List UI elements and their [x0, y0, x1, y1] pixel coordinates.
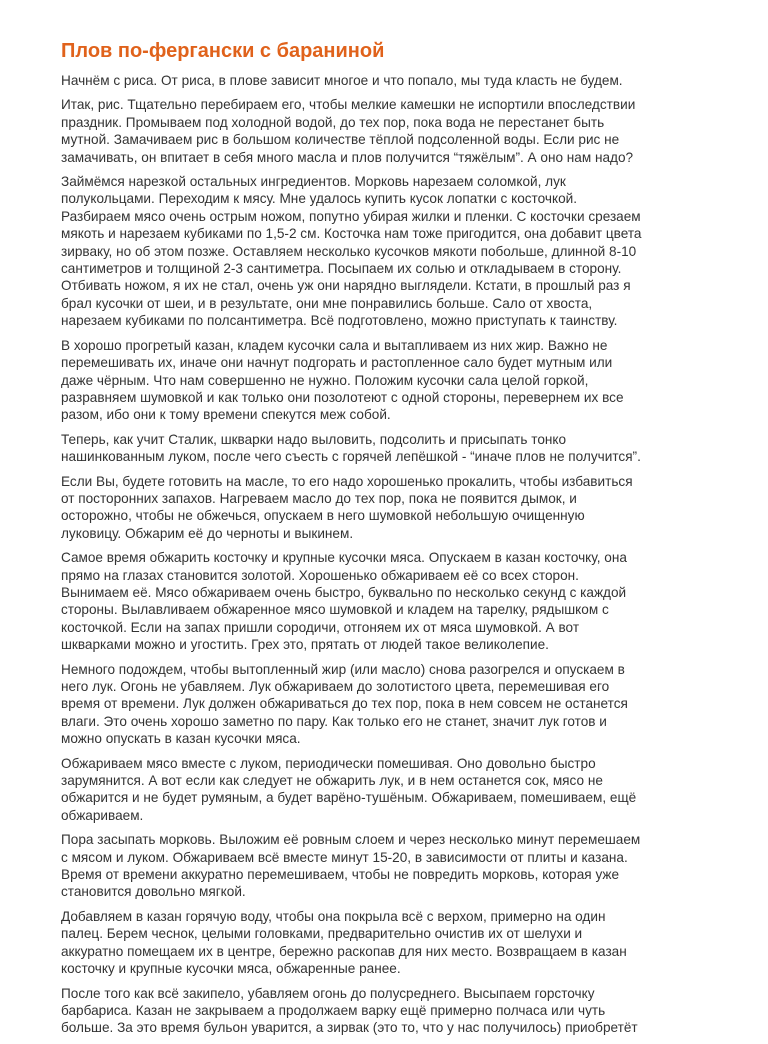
- paragraph-line: мутной. Замачиваем рис в большом количестве тёплой подсоленной воды. Если рис не: [61, 132, 620, 148]
- paragraph-line: косточкой. Если на запах пришли сородичи, отгоняем их от мяса шумовкой. А вот: [61, 619, 580, 635]
- paragraph-line: нашинкованным луком, после чего съесть с горячей лепёшкой - “иначе плов не получится”.: [61, 449, 641, 465]
- paragraph-line: становится довольно мягкой.: [61, 884, 246, 900]
- paragraph-line: время от времени. Лук должен обжариваться до тех пор, пока в нем совсем не останется: [61, 696, 628, 712]
- paragraph-line: Начнём с риса. От риса, в плове зависит многое и что попало, мы туда класть не будем.: [61, 73, 623, 88]
- paragraph: [61, 431, 671, 466]
- paragraph-line: Время от времени аккуратно перемешиваем, чтобы не повредить морковь, которая уже: [61, 867, 620, 883]
- paragraph-line: Вынимаем её. Мясо обжариваем очень быстро, буквально по несколько секунд с каждой: [61, 584, 627, 600]
- paragraph-line: В хорошо прогретый казан, кладем кусочки сала и вытапливаем из них жир. Важно не: [61, 337, 608, 353]
- paragraph-line: с мясом и луком. Обжариваем всё вместе минут 15-20, в зависимости от плиты и казана.: [61, 849, 628, 865]
- paragraph-line: шкварками можно и угостить. Грех это, прятать от людей такое великолепие.: [61, 637, 549, 653]
- paragraph: [61, 661, 671, 748]
- paragraph-line: прямо на глазах становится золотой. Хорошенько обжариваем её со всех сторон.: [61, 567, 579, 583]
- paragraph-line: разом, ибо они к тому времени спекутся меж собой.: [61, 407, 391, 423]
- paragraph-line: мякоть и нарезаем кубиками по 1,5-2 см. Косточка нам тоже пригодится, она добавит цвета: [61, 226, 642, 242]
- paragraph-line: осторожно, чтобы не обжечься, опускаем в него шумовкой небольшую очищенную: [61, 508, 585, 524]
- paragraph-line: можно опускать в казан кусочки мяса.: [61, 731, 301, 747]
- paragraph-line: обжариваем.: [61, 807, 144, 823]
- paragraph-line: Итак, рис. Тщательно перебираем его, чтобы мелкие камешки не испортили впоследствии: [61, 97, 636, 113]
- paragraph-line: больше. За это время бульон уварится, а зирвак (это то, что у нас получилось) приобретёт: [61, 1020, 638, 1036]
- paragraph: [61, 908, 671, 978]
- paragraph-line: луковицу. Обжарим её до черноты и выкинем.: [61, 525, 354, 541]
- paragraph-line: стороны. Вылавливаем обжаренное мясо шумовкой и кладем на тарелку, рядышком с: [61, 602, 609, 618]
- paragraph-line: Самое время обжарить косточку и крупные кусочки мяса. Опускаем в казан косточку, она: [61, 550, 627, 566]
- paragraph-line: замачивать, он впитает в себя много масла и плов получится “тяжёлым”. А оно нам надо?: [61, 149, 634, 165]
- paragraph-line: Если Вы, будете готовить на масле, то его надо хорошенько прокалить, чтобы избавиться: [61, 473, 633, 489]
- paragraph-line: нарезаем кубиками по полсантиметра. Всё подготовлено, можно приступать к таинству.: [61, 313, 618, 329]
- paragraph-line: брал кусочки от шеи, и в результате, они мне понравились больше. Сало от хвоста,: [61, 295, 593, 311]
- paragraph-line: Отбивать ножом, я их не стал, очень уж они нарядно выглядели. Кстати, в прошлый раз я: [61, 278, 631, 294]
- paragraph-line: него лук. Огонь не убавляем. Лук обжариваем до золотистого цвета, перемешивая его: [61, 679, 610, 694]
- paragraph-line: зарумянится. А вот если как следует не обжарить лук, и в нем останется сок, мясо не: [61, 773, 603, 789]
- paragraph-line: праздник. Промываем под холодной водой, до тех пор, пока вода не перестанет быть: [61, 114, 605, 130]
- paragraph-line: Пора засыпать морковь. Выложим её ровным слоем и через несколько минут перемешаем: [61, 832, 641, 848]
- paragraph-line: Обжариваем мясо вместе с луком, периодически помешивая. Оно довольно быстро: [61, 755, 596, 771]
- paragraph-line: сантиметров и толщиной 2-3 сантиметра. Посыпаем их солью и откладываем в сторону.: [61, 261, 622, 277]
- paragraph-line: Разбираем мясо очень острым ножом, попутно убирая жилки и пленки. С косточки срезаем: [61, 208, 641, 224]
- paragraph: [61, 72, 671, 89]
- paragraph-line: Немного подождем, чтобы вытопленный жир (или масло) снова разогрелся и опускаем в: [61, 661, 625, 677]
- paragraph: [61, 96, 671, 166]
- paragraph: [61, 831, 671, 901]
- document-page: [61, 38, 671, 1044]
- paragraph-line: даже чёрным. Что нам совершенно не нужно. Положим кусочки сала целой горкой,: [61, 372, 589, 388]
- paragraph: [61, 473, 671, 543]
- paragraph-line: перемешивать их, иначе они начнут подгорать и растопленное сало будет мутным или: [61, 355, 613, 371]
- paragraph: [61, 985, 671, 1037]
- paragraph-line: от посторонних запахов. Нагреваем масло до тех пор, пока не появится дымок, и: [61, 490, 577, 506]
- paragraph: [61, 173, 671, 330]
- paragraph-line: влаги. Это очень хорошо заметно по пару. Как только его не станет, значит лук готов и: [61, 713, 607, 729]
- paragraph-line: Займёмся нарезкой остальных ингредиентов. Морковь нарезаем соломкой, лук: [61, 174, 566, 190]
- paragraph-line: косточку и крупные кусочки мяса, обжаренные ранее.: [61, 961, 401, 977]
- paragraph-line: зирваку, но об этом позже. Оставляем несколько кусочков мякоти побольше, длинной 8-10: [61, 243, 637, 259]
- article-title: Плов по-фергански с бараниной: [61, 40, 385, 62]
- paragraph-line: После того как всё закипело, убавляем огонь до полусреднего. Высыпаем горсточку: [61, 985, 595, 1001]
- article-body: [61, 72, 671, 1037]
- paragraph-line: разравняем шумовкой и как только они позолотеют с одной стороны, перевернем их все: [61, 389, 624, 405]
- paragraph-line: полукольцами. Переходим к мясу. Мне удалось купить кусок лопатки с косточкой.: [61, 191, 577, 207]
- paragraph-line: палец. Берем чеснок, целыми головками, предварительно очистив их от шелухи и: [61, 926, 583, 942]
- paragraph-line: обжарится и не будет румяным, а будет варёно-тушёным. Обжариваем, помешиваем, ещё: [61, 790, 637, 806]
- paragraph-line: Теперь, как учит Сталик, шкварки надо выловить, подсолить и присыпать тонко: [61, 431, 567, 447]
- paragraph-line: Добавляем в казан горячую воду, чтобы она покрыла всё с верхом, примерно на один: [61, 908, 606, 924]
- paragraph-line: барбариса. Казан не закрываем а продолжаем варку ещё примерно полчаса или чуть: [61, 1002, 606, 1018]
- paragraph: [61, 549, 671, 653]
- paragraph: [61, 337, 671, 424]
- paragraph-line: аккуратно помещаем их в центре, бережно раскопав для них место. Возвращаем в казан: [61, 943, 627, 959]
- paragraph: [61, 755, 671, 825]
